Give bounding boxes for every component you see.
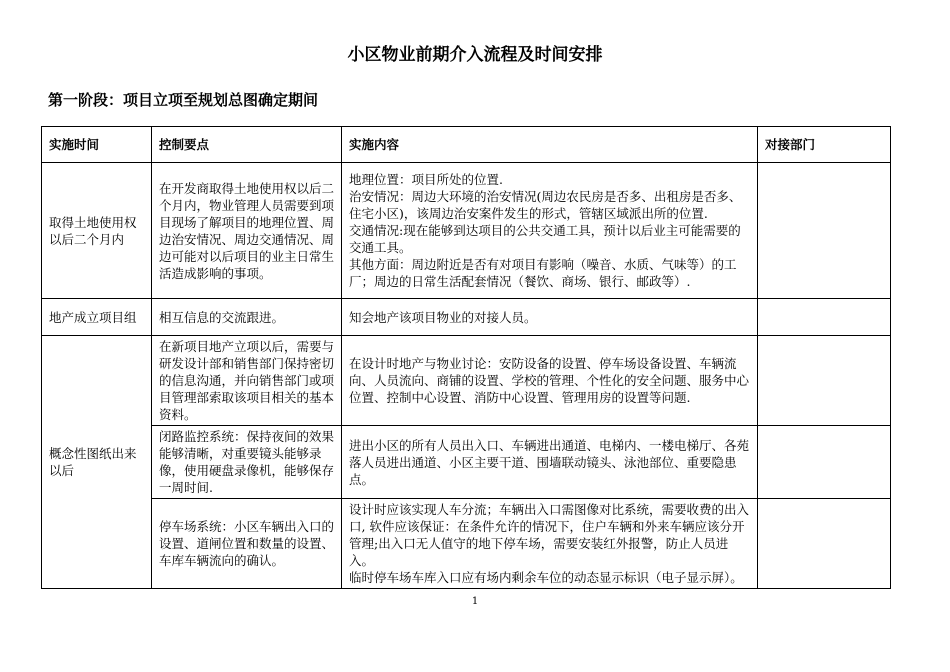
table-row	[42, 299, 891, 336]
header-content: 实施内容	[342, 127, 758, 163]
content-line: 地理位置：项目所处的位置.	[349, 172, 503, 187]
cell-control-point: 在开发商取得土地使用权以后二个月内，物业管理人员需要到项目现场了解项目的地理位置、周边治安情况、周边交通情况、周边可能对以后项目的业主日常生活造成影响的事项。	[152, 163, 342, 299]
content-line: 设计时应该实现人车分流；车辆出入口需图像对比系统，需要收费的出入口, 软件应该保证：在条件允许的情况下，住户车辆和外来车辆应该分开管理;出入口无人值守的地下停车场，需要安装红外报警，防止人员进入。	[349, 502, 750, 568]
cell-department	[758, 336, 891, 426]
content-line: 治安情况：周边大环境的治安情况(周边农民房是否多、出租房是否多、住宅小区)，该周边治安案件发生的形式，管辖区域派出所的位置.	[349, 189, 742, 221]
cell-content: 进出小区的所有人员出入口、车辆进出通道、电梯内、一楼电梯厅、各苑落人员进出通道、小区主要干道、围墙联动镜头、泳池部位、重要隐患点。	[342, 426, 758, 499]
cell-content: 在设计时地产与物业讨论：安防设备的设置、停车场设备设置、车辆流向、人员流向、商铺的设置、学校的管理、个性化的安全问题、服务中心位置、控制中心设置、消防中心设置、管理用房的设置等问题.	[342, 336, 758, 426]
cell-content	[342, 499, 758, 589]
table-row	[42, 163, 891, 299]
cell-time: 地产成立项目组	[42, 299, 152, 336]
content-line: 临时停车场车库入口应有场内剩余车位的动态显示标识（电子显示屏）。	[349, 570, 743, 585]
table-row	[42, 336, 891, 426]
cell-time: 取得土地使用权以后二个月内	[42, 163, 152, 299]
header-control-point: 控制要点	[152, 127, 342, 163]
cell-control-point: 停车场系统：小区车辆出入口的设置、道闸位置和数量的设置、车库车辆流向的确认。	[152, 499, 342, 589]
table-header-row	[42, 127, 891, 163]
page-number: 1	[471, 596, 479, 607]
cell-control-point: 闭路监控系统：保持夜间的效果能够清晰，对重要镜头能够录像，使用硬盘录像机，能够保存一周时间.	[152, 426, 342, 499]
cell-control-point: 在新项目地产立项以后，需要与研发设计部和销售部门保持密切的信息沟通，并向销售部门或项目管理部索取该项目相关的基本资料。	[152, 336, 342, 426]
stage-heading: 第一阶段：项目立项至规划总图确定期间	[48, 91, 319, 109]
cell-content	[342, 163, 758, 299]
cell-content: 知会地产该项目物业的对接人员。	[342, 299, 758, 336]
cell-department	[758, 299, 891, 336]
schedule-table	[41, 126, 891, 589]
cell-department	[758, 426, 891, 499]
cell-department	[758, 499, 891, 589]
table-row	[42, 426, 891, 499]
cell-department	[758, 163, 891, 299]
table-row	[42, 499, 891, 589]
cell-control-point: 相互信息的交流跟进。	[152, 299, 342, 336]
header-department: 对接部门	[758, 127, 891, 163]
cell-time: 概念性图纸出来以后	[42, 336, 152, 589]
content-line: 其他方面：周边附近是否有对项目有影响（噪音、水质、气味等）的工厂；周边的日常生活配套情况（餐饮、商场、银行、邮政等）.	[349, 257, 737, 289]
content-line: 交通情况:现在能够到达项目的公共交通工具，预计以后业主可能需要的交通工具。	[349, 223, 741, 255]
page-title: 小区物业前期介入流程及时间安排	[347, 45, 603, 65]
header-time: 实施时间	[42, 127, 152, 163]
